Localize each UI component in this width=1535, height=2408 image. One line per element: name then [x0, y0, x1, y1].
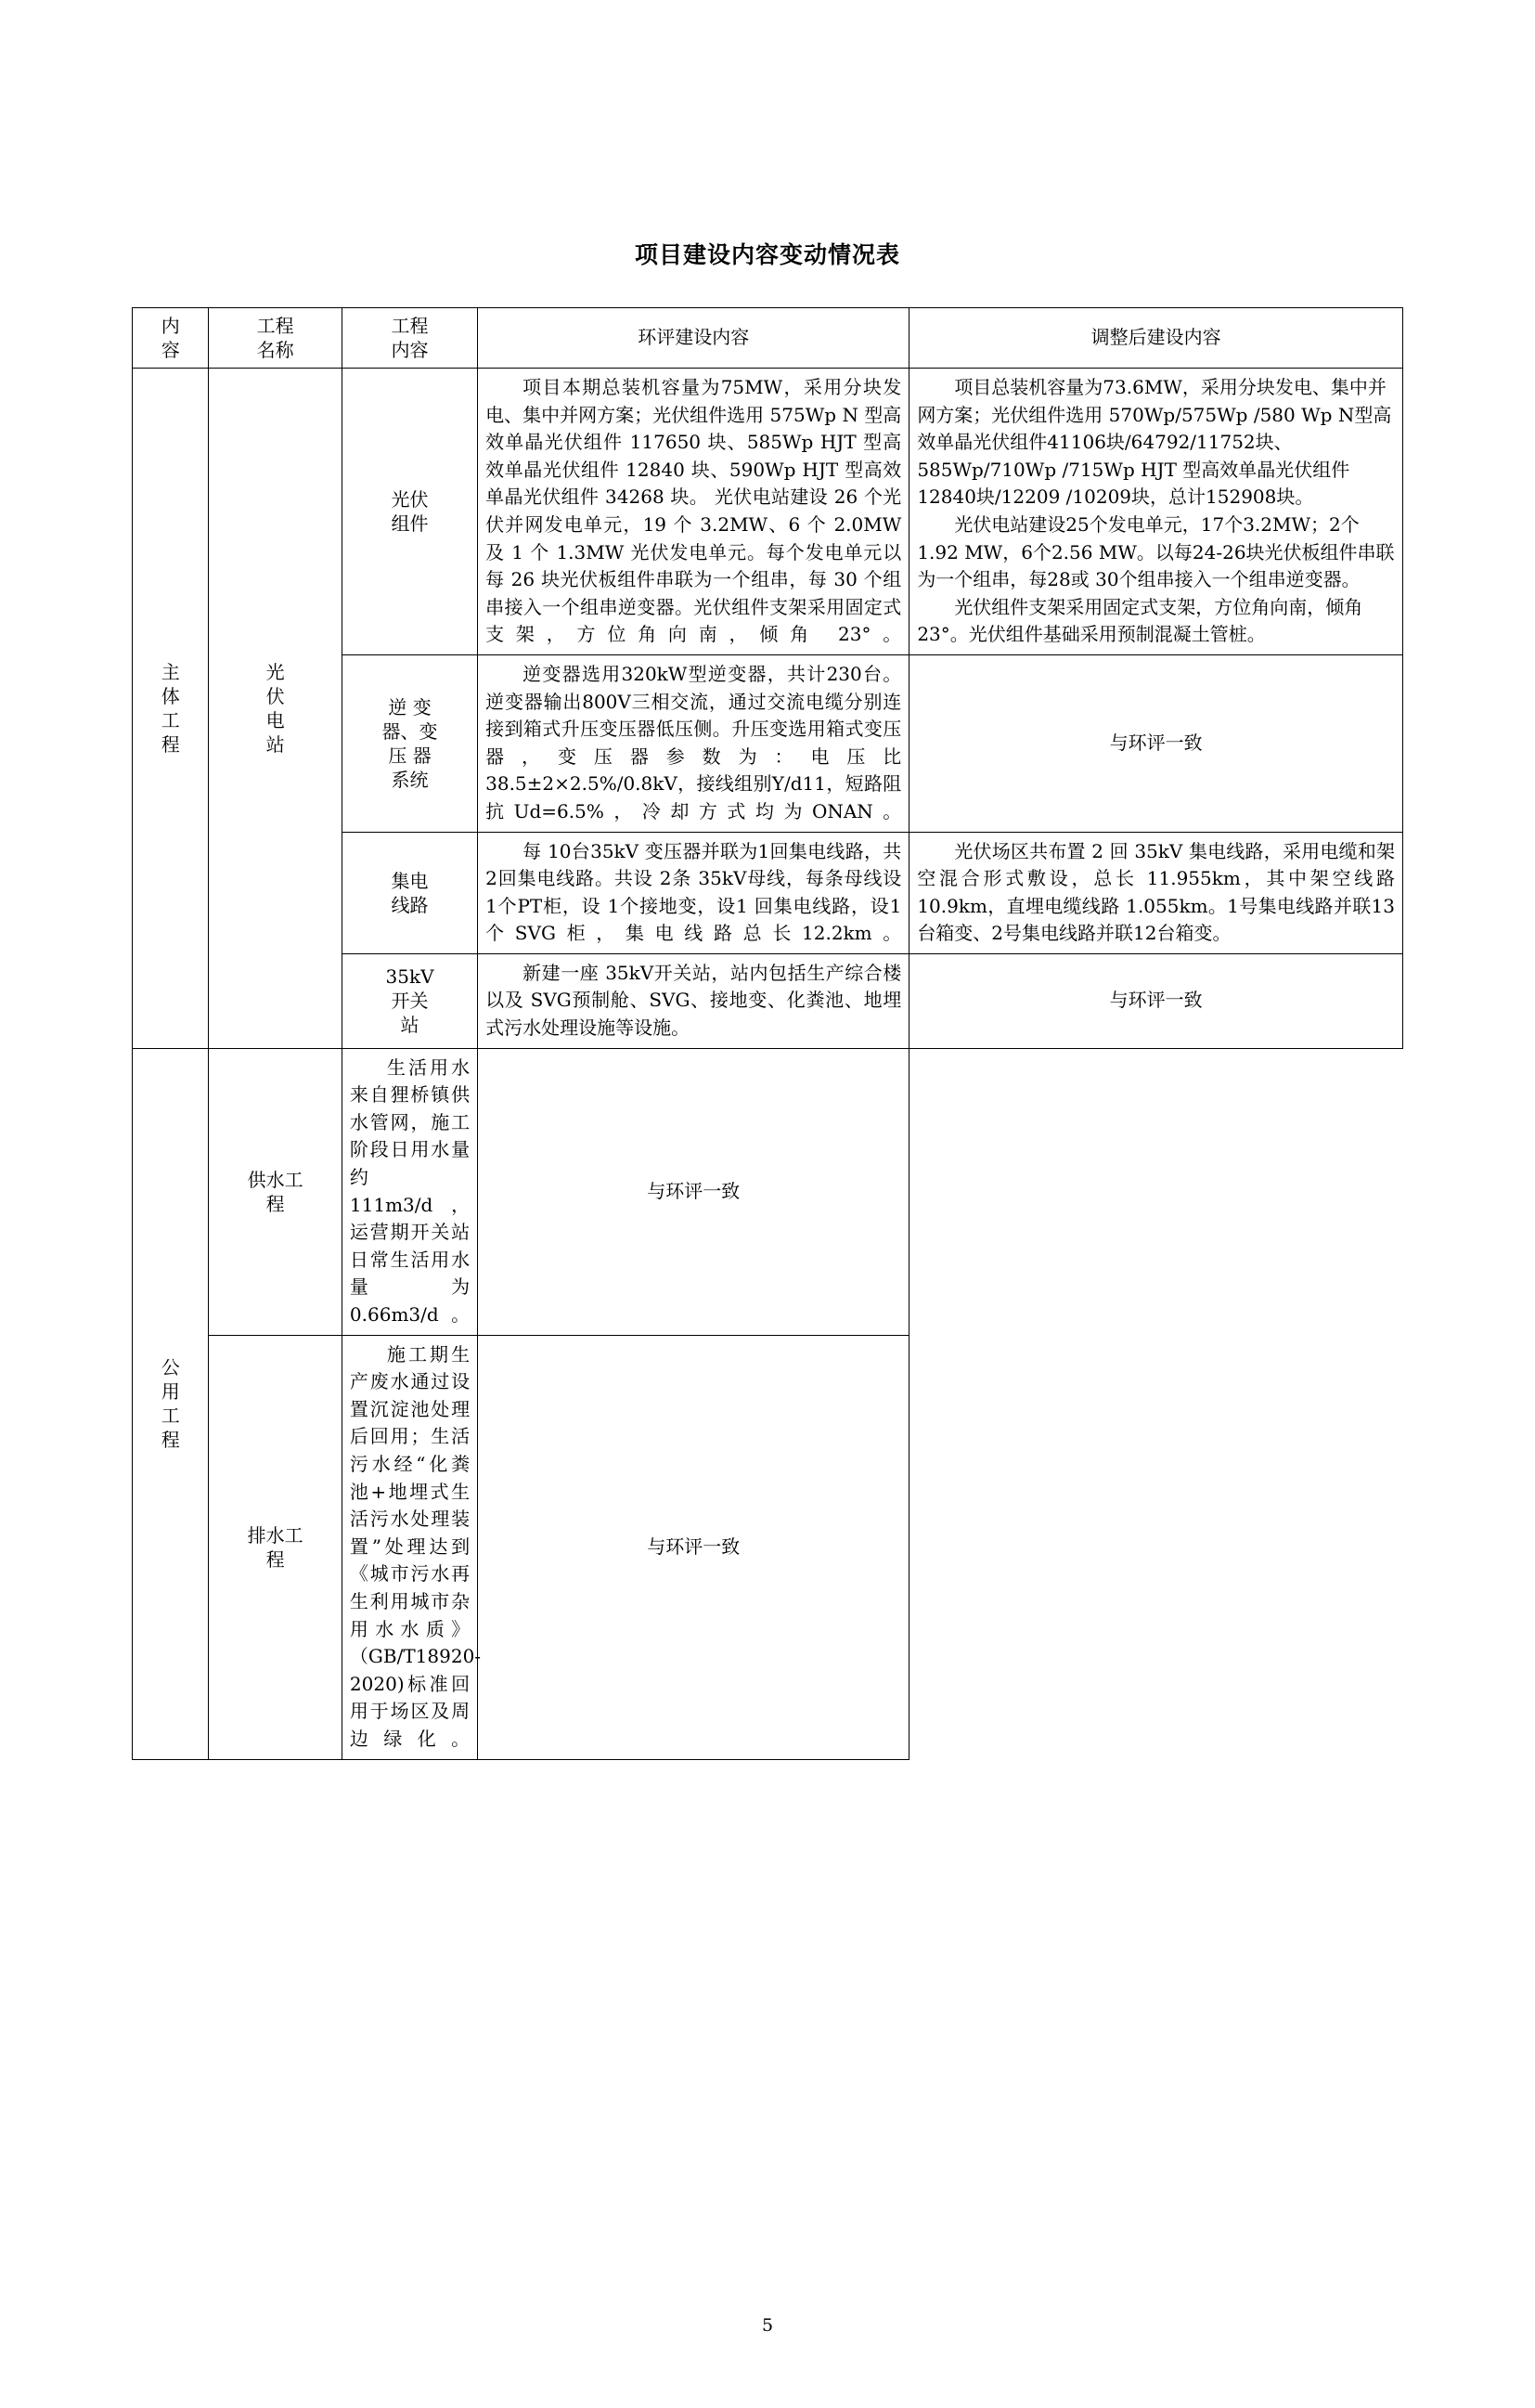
cell-adjusted-drainage: 与环评一致: [478, 1335, 909, 1759]
header-eia-content: 环评建设内容: [478, 308, 909, 369]
cell-adjusted-switch-station: 与环评一致: [909, 953, 1403, 1048]
document-page: [0, 237, 1535, 2408]
cell-project-content-pv-modules: 光伏 组件: [342, 369, 477, 655]
cell-eia-drainage: 施工期生产废水通过设置沉淀池处理后回用；生活污水经“化粪池+地埋式生活污水处理装置”处理达到《城市污水再生利用城市杂用水水质》（GB/T18920-2020)标准回用于场区及周边绿化。: [342, 1335, 477, 1759]
cell-project-content-switch-station: 35kV 开关 站: [342, 953, 477, 1048]
cell-eia-pv-modules: 项目本期总装机容量为75MW，采用分块发电、集中并网方案；光伏组件选用 575Wp N 型高效单晶光伏组件 117650 块、585Wp HJT 型高效单晶光伏组件 12840 块、590Wp HJT 型高效单晶光伏组件 34268 块。 光伏电站建设 26 个光伏并网发电单元，19 个 3.2MW、6 个 2.0MW 及 1 个 1.3MW 光伏发电单元。每个发电单元以每 26 块光伏板组件串联为一个组串，每 30 个组串接入一个组串逆变器。光伏组件支架采用固定式支架，方位角向南，倾角 23°。: [478, 369, 909, 655]
cell-eia-switch-station: 新建一座 35kV开关站，站内包括生产综合楼以及 SVG预制舱、SVG、接地变、化粪池、地埋式污水处理设施等设施。: [478, 953, 909, 1048]
construction-change-table: [132, 307, 1403, 1760]
cell-project-name-pv-station: 光 伏 电 站: [209, 369, 342, 1049]
header-adjusted-content: 调整后建设内容: [909, 308, 1403, 369]
cell-project-name-water-supply: 供水工 程: [209, 1048, 342, 1335]
header-content: 内 容: [133, 308, 209, 369]
header-project-name: 工程 名称: [209, 308, 342, 369]
header-project-content: 工程 内容: [342, 308, 477, 369]
cell-content-public-works: 公 用 工 程: [133, 1048, 209, 1759]
construction-change-table-wrap: [132, 307, 1403, 1760]
cell-adjusted-collector-line: 光伏场区共布置 2 回 35kV 集电线路，采用电缆和架空混合形式敷设，总长 11.955km，其中架空线路 10.9km，直埋电缆线路 1.055km。1号集电线路并联13台箱变、2号集电线路并联12台箱变。: [909, 832, 1403, 953]
cell-project-content-inverter-transformer: 逆 变 器、变 压 器 系统: [342, 654, 477, 832]
cell-content-main-works: 主 体 工 程: [133, 369, 209, 1049]
table-header-row: [133, 308, 1403, 369]
cell-eia-inverter-transformer: 逆变器选用320kW型逆变器，共计230台。逆变器输出800V三相交流，通过交流电缆分别连接到箱式升压变压器低压侧。升压变选用箱式变压器，变压器参数为：电压比38.5±2×2.5%/0.8kV，接线组别Y/d11，短路阻抗Ud=6.5%，冷却方式均为ONAN。: [478, 654, 909, 832]
cell-project-content-collector-line: 集电 线路: [342, 832, 477, 953]
cell-project-name-drainage: 排水工 程: [209, 1335, 342, 1759]
cell-adjusted-pv-modules: 项目总装机容量为73.6MW，采用分块发电、集中并网方案；光伏组件选用 570Wp/575Wp /580 Wp N型高效单晶光伏组件41106块/64792/11752块、585Wp/710Wp /715Wp HJT 型高效单晶光伏组件12840块/12209 /10209块，总计152908块。 光伏电站建设25个发电单元，17个3.2MW；2个1.92 MW，6个2.56 MW。以每24-26块光伏板组件串联为一个组串，每28或 30个组串接入一个组串逆变器。 光伏组件支架采用固定式支架，方位角向南，倾角23°。光伏组件基础采用预制混凝土管桩。: [909, 369, 1403, 655]
table-row: [133, 369, 1403, 655]
table-row: [133, 1335, 1403, 1759]
cell-adjusted-water-supply: 与环评一致: [478, 1048, 909, 1335]
table-row: [133, 1048, 1403, 1335]
cell-adjusted-inverter-transformer: 与环评一致: [909, 654, 1403, 832]
cell-eia-water-supply: 生活用水来自狸桥镇供水管网，施工阶段日用水量约 111m3/d，运营期开关站日常生活用水量为0.66m3/d。: [342, 1048, 477, 1335]
cell-eia-collector-line: 每 10台35kV 变压器并联为1回集电线路，共 2回集电线路。共设 2条 35kV母线，每条母线设 1个PT柜，设 1个接地变，设1 回集电线路，设1 个SVG柜，集电线路总长12.2km。: [478, 832, 909, 953]
page-number: 5: [761, 2315, 774, 2336]
page-title: 项目建设内容变动情况表: [634, 241, 900, 268]
